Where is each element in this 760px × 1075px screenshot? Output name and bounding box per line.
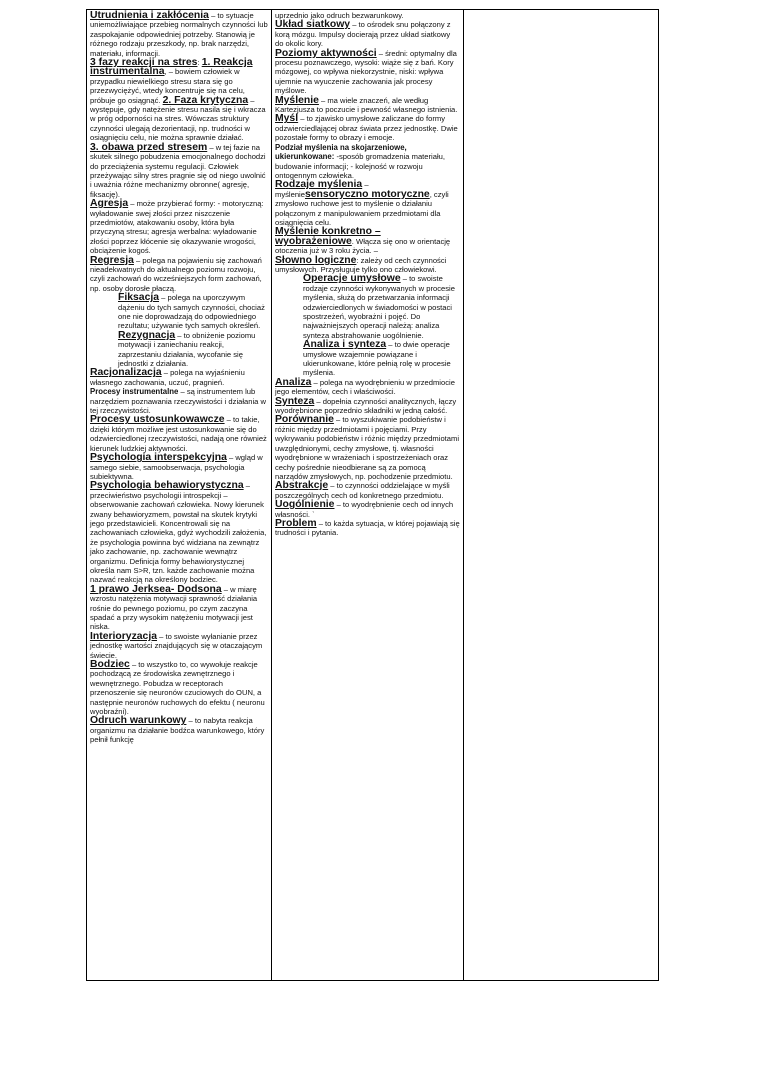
entry-rezygnacja: Rezygnacja – to obniżenie poziomu motywacji i zaniechaniu reakcji, zaprzestaniu działania, wycofanie się jednostki z działania. xyxy=(118,329,256,369)
entry-psychologia-interspekcyjna: Psychologia interspekcyjna – wgląd w samego siebie, samoobserwacja, psychologia subiektywna. xyxy=(90,452,263,481)
entry-interioryzacja: Interioryzacja – to swoiste wyłanianie przez jednostkę wartości znajdujących się w otaczającym świecie. xyxy=(90,630,263,660)
entry-uogolnienie: Uogólnienie – to wyodrębnienie cech od innych własności. ` xyxy=(275,499,454,519)
entry-regresja: Regresja – polega na pojawieniu się zachowań nieadekwatnych do aktualnego poziomu rozwoju, czyli zachowań do wcześniejszych form zachowań, np. osoby dorosłe płaczą. xyxy=(90,254,262,293)
entry-synteza: Synteza – dopełnia czynności analitycznych, łączy wyodrębnione poprzednio składniki w jedną całość. xyxy=(275,395,457,416)
column-1 xyxy=(87,10,272,981)
entry-racjonalizacja: Racjonalizacja – polega na wyjaśnieniu własnego zachowania, uczuć, pragnień. xyxy=(90,367,245,387)
entry-psychologia-behawiorystyczna: Psychologia behawiorystyczna – przeciwieństwo psychologii introspekcji – obserwowanie zachowań człowieka. Nowy kierunek zwany behawioryzmem, powstał na skutek krytyki jego przedstawicieli. Koncentrowali się na zachowaniach człowieka, gdyż wychodzili założenia, że psychologia powinna być widziana na zewnątrz jako zachowanie, np. zachowanie wewnątrz organizmu. Definicja formy behawiorystycznej określa nam S>R, tzn. każde zachowanie można nazwać reakcją na określony bodziec. xyxy=(90,480,267,585)
entry-porownanie: Porównanie – to wyszukiwanie podobieństw i różnic między przedmiotami i pojęciami. Przy wykrywaniu podobieństw i różnic między przedmiotami uwzględnionymi, cechy zmysłowe, tj. własności wyodrębnione w wrażeniach i spostrzeżeniach oraz cechy pośrednie nieodbierane są za pomocą narządów zmysłowych, np. pochodzenie przedmiotu. xyxy=(275,414,460,481)
entry-utrudnienia: Utrudnienia i zakłócenia – to sytuacje uniemożliwiające przebieg normalnych czynności lub zaspokajanie odpowiedniej potrzeby. Stanowią je różnego rodzaju przeszkody, np. brak narzędzi, materiału, informacji. xyxy=(90,10,268,58)
entry-analiza: Analiza – polega na wyodrębnieniu w przedmiocie jego elementów, cech i właściwości. xyxy=(275,376,455,397)
entry-myslenie: Myślenie – ma wiele znaczeń, ale według Kartezjusza to poczucie i pewność własnego istnienia. xyxy=(275,94,458,115)
table-row xyxy=(87,10,659,981)
entry-fazy-stresu: 3 fazy reakcji na stres: 1. Reakcja instrumentalna, – bowiem człowiek w przypadku niewielkiego stresu stara się go przezwyciężyć, wtedy koncentruje się na celu, próbuje go osiągnąć. 2. Faza krytyczna – występuje, gdy natężenie stresu nasila się i wkracza w próg odporności na stres. Wówczas struktury czynności ulegają dezorientacji, np. trudności w osiągnięciu celu, nie można sprawnie działać. xyxy=(90,57,266,143)
entry-mysl: Myśl – to zjawisko umysłowe zaliczane do formy odzwierciedlającej obraz świata przez jednostkę. Dwie pozostałe formy to obrazy i emocje. xyxy=(275,113,458,143)
entry-bodziec: Bodziec – to wszystko to, co wywołuje reakcje pochodzącą ze środowiska zewnętrznego i wewnętrznego. Pobudza w receptorach przenoszenie się neuronów czuciowych do OUN, a następnie neuronów ruchowych do efektu ( neuronu wyobraźni). xyxy=(90,659,265,717)
entry-operacje-umyslowe: Operacje umysłowe – to swoiste rodzaje czynności wykonywanych w procesie myślenia, służą do przetwarzania informacji odzwierciedlonych w świadomości w postaci spostrzeżeń, wyobrażni i pojęć. Do najważniejszych operacji należą: analiza synteza abstrahowanie uogólnienie. xyxy=(303,273,455,340)
column-3-empty xyxy=(464,10,659,981)
entry-fiksacja: Fiksacja – polega na uporczywym dążeniu do tych samych czynności, chociaż one nie doprowadzają do odpowiedniego rezultatu; używanie tych samych określeń. xyxy=(118,292,265,331)
entry-procesy-instrumentalne: Procesy instrumentalne – są instrumentem lub narzędziem poznawania rzeczywistości i działania w tej rzeczywistości. xyxy=(90,387,266,416)
column-2 xyxy=(272,10,464,981)
entry-analiza-i-synteza: Analiza i synteza – to dwie operacje umysłowe wzajemnie powiązane i ukierunkowane, które pełnią rolę w procesie myślenia. xyxy=(303,339,451,378)
entry-prawo-jerksea-dodsona: 1 prawo Jerksea- Dodsona – w miarę wzrostu natężenia motywacji sprawność działania rośnie do pewnego poziomu, po czym zaczyna spadać a przy wysokim natężeniu motywacji jest niska. xyxy=(90,583,258,632)
entry-rodzaje-myslenia: Rodzaje myślenia – myśleniesensoryczno motoryczne, czyli zmysłowo ruchowe jest to myślenie o działaniu połączonym z manipulowaniem przedmiotami dla osiągnięcia celu. xyxy=(275,179,449,227)
entry-continuation: uprzednio jako odruch bezwarunkowy. xyxy=(275,11,404,20)
entry-myslenie-konkretno: Myślenie konkretno – wyobrażeniowe. Włącza się ono w orientację otoczenia już w 3 roku życia. – xyxy=(275,226,451,256)
entry-odruch-warunkowy: Odruch warunkowy – to nabyta reakcja organizmu na działanie bodźca warunkowego, który pełnił funkcję xyxy=(90,715,265,745)
entry-uklad-siatkowy: Układ siatkowy – to ośrodek snu połączony z korą mózgu. Impulsy docierają przez układ siatkowy do okolic kory. xyxy=(275,19,451,49)
entry-problem: Problem – to każda sytuacja, w której pojawiają się trudności i pytania. xyxy=(275,517,460,538)
entry-obawa: 3. obawa przed stresem – w tej fazie na skutek silnego pobudzenia emocjonalnego dochodzi do przeciążenia systemu regulacji. Człowiek przeżywając silny stres pragnie się od niego uwolnić i uważnia różne mechanizmy obronne( agresję, fiksację). xyxy=(90,141,266,199)
notes-table xyxy=(86,9,659,981)
entry-poziomy-aktywnosci: Poziomy aktywności – średni: optymalny dla procesu poznawczego, wysoki: wiąże się z bań. Kory mózgowej, co wpływa niekorzystnie, niski: wpływa ujemnie na wyuczenie zachowania jak procesy myślowe. xyxy=(275,47,457,96)
entry-abstrakcje: Abstrakcje – to czynności oddzielające w myśli poszczególnych cech od konkretnego przedmiotu. xyxy=(275,480,450,500)
entry-agresja: Agresja – może przybierać formy: - motoryczną: wyładowanie swej złości przez niszczenie przedmiotów, atakowaniu osoby, która była przyczyną stresu; agresja werbalna: wyładowanie złości poprzez kłócenie się okazywanie wrogości, obciążenie kogoś. xyxy=(90,198,264,256)
entry-procesy-ustosunkowawcze: Procesy ustosunkowawcze – to takie, dzięki którym możliwe jest ustosunkowanie się do odzwierciedlonej rzeczywistości, nadają one również kierunek ludzkiej aktywności. xyxy=(90,414,267,453)
entry-slowno-logiczne: Słowno logiczne: zależy od cech czynności umysłowych. Przysługuje tylko ono człowiekowi. xyxy=(275,254,447,274)
entry-podzial-myslenia: Podział myślenia na skojarzeniowe, ukierunkowane: -sposób gromadzenia materiału, budowanie informacji; - kolejność w rozwoju ontogennym człowieka. xyxy=(275,142,445,180)
